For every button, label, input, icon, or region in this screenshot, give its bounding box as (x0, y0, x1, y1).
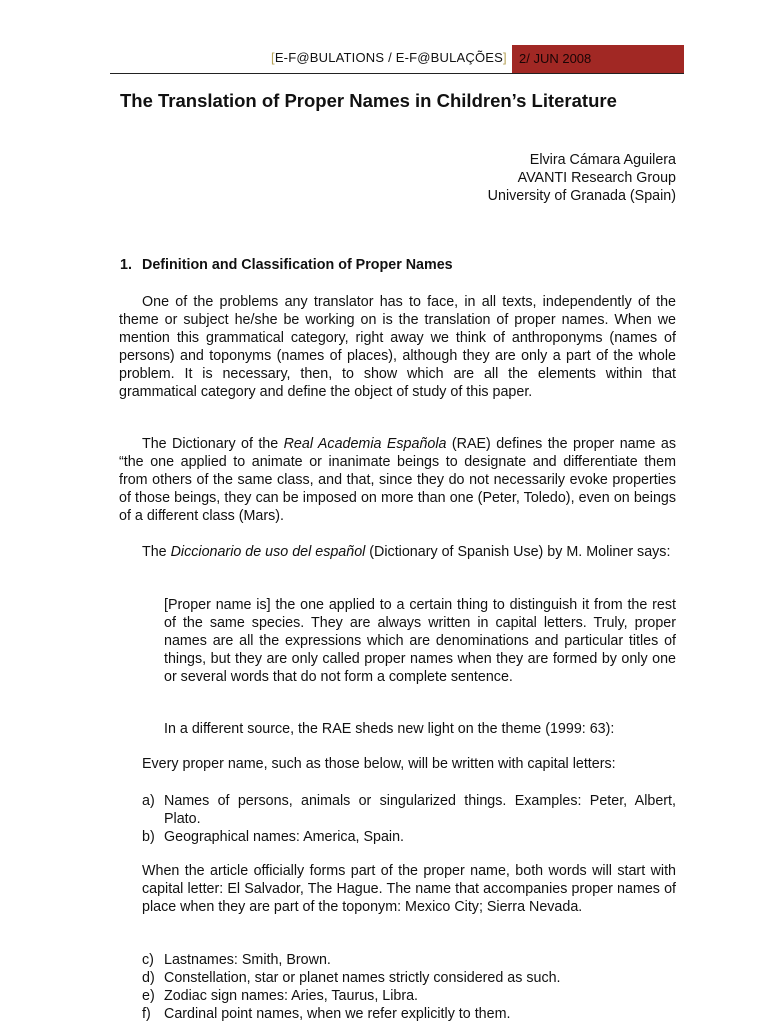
header-bracket-open: [ (271, 50, 275, 65)
issue-date-badge: 2/ JUN 2008 (512, 45, 684, 73)
list-item-label: e) (142, 988, 155, 1004)
paragraph-3-text (119, 543, 676, 561)
paragraph-2-rest: (RAE) defines the proper name as “the one applied to animate or inanimate beings to designate and differentiate them from others of the same class, and that, since they do not necessarily evoke properties of those beings, they can be imposed on more than one (Peter, Toledo), even on beings of a different class (Mars). (119, 436, 676, 524)
rae-title: Real Academia Española (283, 436, 447, 452)
list-item-label: b) (142, 829, 155, 845)
list-item (119, 792, 676, 828)
proper-name-list-1 (119, 792, 676, 846)
list-item-text: Lastnames: Smith, Brown. (164, 952, 331, 968)
block-quote-source: In a different source, the RAE sheds new light on the theme (1999: 63): (164, 721, 615, 737)
block-quote: [Proper name is] the one applied to a certain thing to distinguish it from the rest of the same species. They are always written in capital letters. Truly, proper names are all the expressions which are denominations and particular titles of things, but they are only called proper names when they are formed by only one or several words that do not form a complete sentence. (164, 597, 676, 685)
journal-name: E-F@BULATIONS / E-F@BULAÇÕES (274, 50, 504, 65)
list-item (119, 1005, 676, 1023)
section-number: 1. (120, 257, 132, 273)
list-item-text: Constellation, star or planet names strictly considered as such. (164, 970, 561, 986)
list-item-text: Cardinal point names, when we refer explicitly to them. (164, 1006, 511, 1022)
list-item (119, 828, 676, 846)
paragraph-1 (119, 293, 676, 401)
list-item-label: f) (142, 1006, 151, 1022)
paragraph-2-text (119, 435, 676, 525)
list-item (119, 987, 676, 1005)
author-university: University of Granada (Spain) (487, 188, 676, 204)
list-item-label: c) (142, 952, 154, 968)
header-rule (110, 73, 684, 74)
section-heading (120, 257, 453, 273)
paper-title: The Translation of Proper Names in Children’s Literature (120, 90, 617, 111)
list-item (119, 951, 676, 969)
author-name: Elvira Cámara Aguilera (529, 152, 676, 168)
list-item-label: a) (142, 793, 155, 809)
header-bracket-close: ] (503, 50, 507, 65)
list-item-label: d) (142, 970, 155, 986)
list-item (119, 969, 676, 987)
author-group: AVANTI Research Group (517, 170, 676, 186)
list-item-text: Zodiac sign names: Aries, Taurus, Libra. (164, 988, 419, 1004)
running-header (271, 50, 507, 65)
paragraph-1-text: One of the problems any translator has to face, in all texts, independently of the theme or subject he/she be working on is the translation of proper names. When we mention this grammatical category, right away we think of anthroponyms (names of persons) and toponyms (names of places), although they are only a part of the whole problem. It is necessary, then, to show which are all the elements within that grammatical category and define the object of study of this paper. (119, 294, 676, 400)
paragraph-3-rest: (Dictionary of Spanish Use) by M. Moliner says: (365, 544, 671, 560)
paragraph-2-start: The Dictionary of the (142, 436, 284, 452)
section-title: Definition and Classification of Proper Names (142, 257, 453, 273)
list-item-text: Geographical names: America, Spain. (164, 829, 404, 845)
paragraph-article: When the article officially forms part of the proper name, both words will start with capital letter: El Salvador, The Hague. The name that accompanies proper names of place when they are part of the toponym: Mexico City; Sierra Nevada. (142, 863, 676, 915)
list-item-text: Names of persons, animals or singularized things. Examples: Peter, Albert, Plato. (164, 793, 676, 827)
moliner-title: Diccionario de uso del español (170, 544, 366, 560)
author-block (488, 151, 676, 205)
paragraph-capital-letters: Every proper name, such as those below, will be written with capital letters: (142, 756, 616, 772)
proper-name-list-2 (119, 951, 676, 1023)
paragraph-3 (119, 543, 676, 561)
paragraph-2 (119, 435, 676, 525)
paragraph-3-start: The (142, 544, 171, 560)
